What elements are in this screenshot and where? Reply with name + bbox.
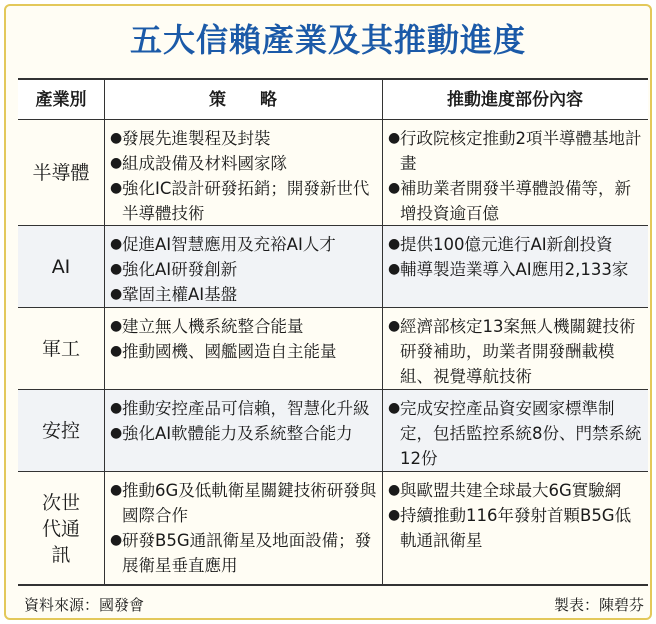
strategy-list <box>110 126 380 226</box>
progress-list <box>388 126 646 226</box>
strategy-item <box>110 126 380 151</box>
strategy-item-text: 推動國機、國艦國造自主能量 <box>122 342 337 361</box>
bullet-icon: ● <box>388 180 401 196</box>
infographic-frame <box>4 4 652 620</box>
strategy-item <box>110 396 380 421</box>
progress-item <box>388 176 646 226</box>
source-note: 資料來源：國發會 <box>24 596 145 614</box>
bullet-icon: ● <box>110 343 123 359</box>
progress-item <box>388 257 646 282</box>
strategy-list <box>110 478 380 578</box>
progress-item <box>388 232 646 257</box>
strategy-item <box>110 232 380 257</box>
column-divider <box>104 80 105 584</box>
bullet-icon: ● <box>110 236 123 252</box>
row-category: 半導體 <box>32 161 90 184</box>
bullet-icon: ● <box>388 236 401 252</box>
strategy-item <box>110 314 380 339</box>
strategy-item-text: 研發B5G通訊衛星及地面設備；發展衛星垂直應用 <box>122 531 372 575</box>
progress-item <box>388 478 646 503</box>
bullet-icon: ● <box>110 532 123 548</box>
strategy-item-text: 推動安控產品可信賴，智慧化升級 <box>122 399 370 418</box>
table-header-row <box>18 80 648 120</box>
progress-list <box>388 314 646 389</box>
maker-note: 製表：陳碧芬 <box>553 596 644 614</box>
bullet-icon: ● <box>110 400 123 416</box>
row-category: AI <box>51 255 71 278</box>
row-category: 安控 <box>41 419 80 442</box>
progress-item-text: 補助業者開發半導體設備等，新增投資逾百億 <box>400 179 631 223</box>
strategy-item <box>110 339 380 364</box>
progress-list <box>388 396 646 471</box>
progress-item <box>388 503 646 553</box>
strategy-list <box>110 314 380 364</box>
strategy-item-text: 強化IC設計研發拓銷；開發新世代半導體技術 <box>122 179 370 223</box>
progress-item-text: 經濟部核定13案無人機關鍵技術研發補助，助業者開發酬載模組、視覺導航技術 <box>400 317 636 386</box>
strategy-list <box>110 396 380 446</box>
bullet-icon: ● <box>388 400 401 416</box>
table-row <box>18 308 648 390</box>
bullet-icon: ● <box>110 130 123 146</box>
strategy-item <box>110 421 380 446</box>
bullet-icon: ● <box>110 482 123 498</box>
progress-item-text: 持續推動116年發射首顆B5G低軌通訊衛星 <box>400 506 632 550</box>
footer <box>24 594 644 616</box>
strategy-item <box>110 478 380 528</box>
strategy-item-text: 鞏固主權AI基盤 <box>122 285 238 304</box>
progress-item-text: 完成安控產品資安國家標準制定，包括監控系統8份、門禁系統12份 <box>400 399 642 468</box>
strategy-item-text: 強化AI軟體能力及系統整合能力 <box>122 424 353 443</box>
table-row <box>18 472 648 586</box>
table-row <box>18 120 648 226</box>
strategy-item-text: 促進AI智慧應用及充裕AI人才 <box>122 235 336 254</box>
bullet-icon: ● <box>388 261 401 277</box>
bullet-icon: ● <box>388 318 401 334</box>
progress-item-text: 與歐盟共建全球最大6G實驗網 <box>400 481 622 500</box>
bullet-icon: ● <box>110 318 123 334</box>
row-category: 次世代通訊 <box>41 492 80 566</box>
header-category: 產業別 <box>35 90 87 110</box>
progress-item <box>388 314 646 389</box>
strategy-item-text: 建立無人機系統整合能量 <box>122 317 304 336</box>
page-title: 五大信賴產業及其推動進度 <box>129 21 526 59</box>
progress-item-text: 提供100億元進行AI新創投資 <box>400 235 613 254</box>
row-category: 軍工 <box>41 337 80 360</box>
bullet-icon: ● <box>110 425 123 441</box>
progress-item <box>388 126 646 176</box>
table-row <box>18 390 648 472</box>
progress-list <box>388 232 646 282</box>
column-divider <box>382 80 383 584</box>
strategy-item <box>110 176 380 226</box>
strategy-item-text: 組成設備及材料國家隊 <box>122 154 287 173</box>
header-strategy: 策 略 <box>209 90 277 110</box>
progress-item <box>388 396 646 471</box>
strategy-item-text: 發展先進製程及封裝 <box>122 129 271 148</box>
bullet-icon: ● <box>110 286 123 302</box>
strategy-item <box>110 151 380 176</box>
strategy-item <box>110 257 380 282</box>
strategy-item <box>110 282 380 307</box>
industry-table <box>18 78 648 586</box>
strategy-item-text: 強化AI研發創新 <box>122 260 238 279</box>
progress-list <box>388 478 646 553</box>
progress-item-text: 行政院核定推動2項半導體基地計畫 <box>400 129 642 173</box>
header-progress: 推動進度部份內容 <box>447 90 583 110</box>
strategy-list <box>110 232 380 307</box>
strategy-item <box>110 528 380 578</box>
bullet-icon: ● <box>110 261 123 277</box>
bullet-icon: ● <box>110 180 123 196</box>
progress-item-text: 輔導製造業導入AI應用2,133家 <box>400 260 629 279</box>
bullet-icon: ● <box>388 507 401 523</box>
bullet-icon: ● <box>388 130 401 146</box>
bullet-icon: ● <box>110 155 123 171</box>
table-row <box>18 226 648 308</box>
bullet-icon: ● <box>388 482 401 498</box>
strategy-item-text: 推動6G及低軌衛星關鍵技術研發與國際合作 <box>122 481 377 525</box>
